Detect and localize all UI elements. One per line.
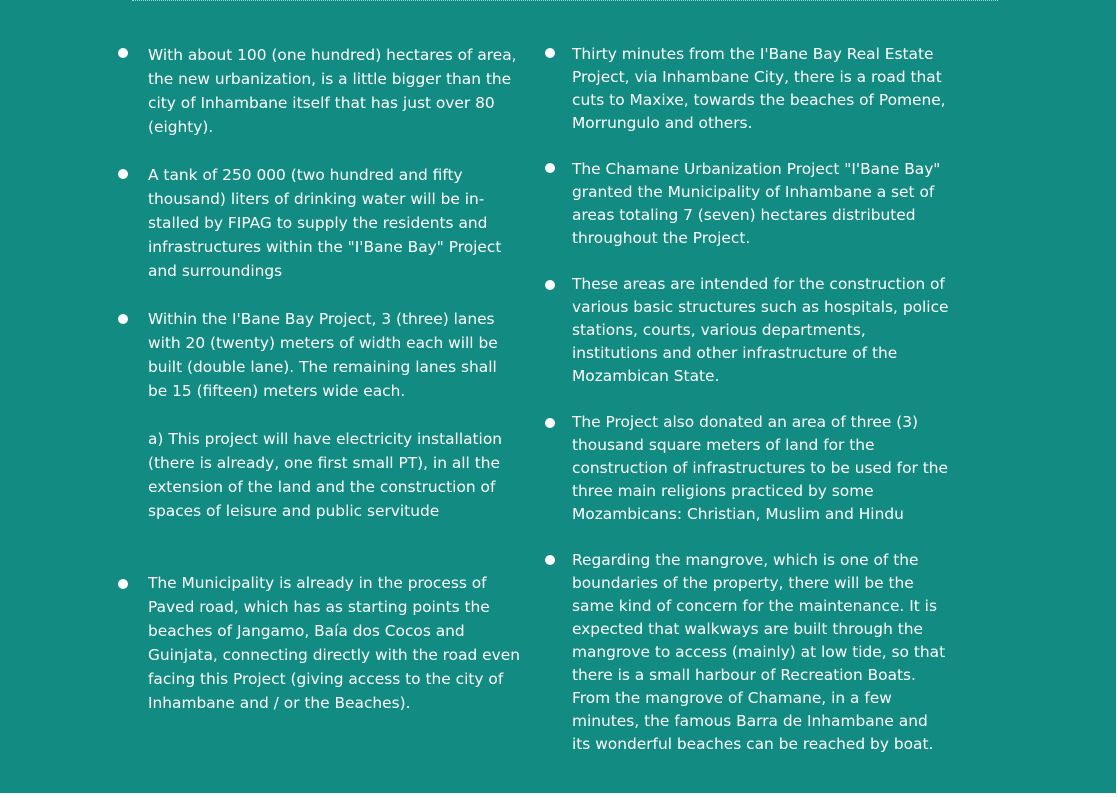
- bullet-icon: [118, 48, 128, 58]
- bullet-icon: [545, 48, 555, 58]
- bullet-icon: [118, 169, 128, 179]
- list-item-subtext: a) This project will have electricity installation (there is already, one first small PT), in all the extension of the land and the construction of spaces of leisure and public servitude: [148, 430, 503, 520]
- list-item-text: A tank of 250 000 (two hundred and fifty thousand) liters of drinking water will be in-stalled by FIPAG to supply the residents and infrastructures within the "I'Bane Bay" Project and surroundings: [148, 166, 502, 280]
- bullet-icon: [545, 280, 555, 290]
- bullet-icon: [118, 579, 128, 589]
- list-item-text: These areas are intended for the construction of various basic structures such as hospitals, police stations, courts, various departments, institutions and other infrastructure of the Mozambican State.: [572, 275, 949, 385]
- list-item-text: The Project also donated an area of three (3) thousand square meters of land for the construction of infrastructures to be used for the three main religions practiced by some Mozambicans: Christian, Muslim and Hindu: [572, 413, 948, 523]
- bullet-icon: [118, 314, 128, 324]
- list-item-text: Within the I'Bane Bay Project, 3 (three) lanes with 20 (twenty) meters of width each will be built (double lane). The remaining lanes shall be 15 (fifteen) meters wide each.: [148, 310, 498, 400]
- list-item-text: The Chamane Urbanization Project "I'Bane Bay" granted the Municipality of Inhambane a set of areas totaling 7 (seven) hectares distributed throughout the Project.: [572, 160, 941, 247]
- list-item-text: Regarding the mangrove, which is one of the boundaries of the property, there will be the same kind of concern for the maintenance. It is expected that walkways are built through the mangrove to access (mainly) at low tide, so that there is a small harbour of Recreation Boats. From the mangrove of Chamane, in a few minutes, the famous Barra de Inhambane and its wonderful beaches can be reached by boat.: [572, 551, 946, 753]
- bullet-icon: [545, 418, 555, 428]
- top-dotted-divider: [132, 0, 998, 1]
- list-item-text: Thirty minutes from the I'Bane Bay Real Estate Project, via Inhambane City, there is a road that cuts to Maxixe, towards the beaches of Pomene, Morrungulo and others.: [572, 45, 946, 132]
- list-item-text: With about 100 (one hundred) hectares of area, the new urbanization, is a little bigger than the city of Inhambane itself that has just over 80 (eighty).: [148, 46, 517, 136]
- list-item-text: The Municipality is already in the process of Paved road, which has as starting points the beaches of Jangamo, Baía dos Cocos and Guinjata, connecting directly with the road even facing this Project (giving access to the city of Inhambane and / or the Beaches).: [148, 574, 520, 712]
- bottom-divider: [0, 793, 1118, 797]
- bullet-icon: [545, 555, 555, 565]
- bullet-icon: [545, 163, 555, 173]
